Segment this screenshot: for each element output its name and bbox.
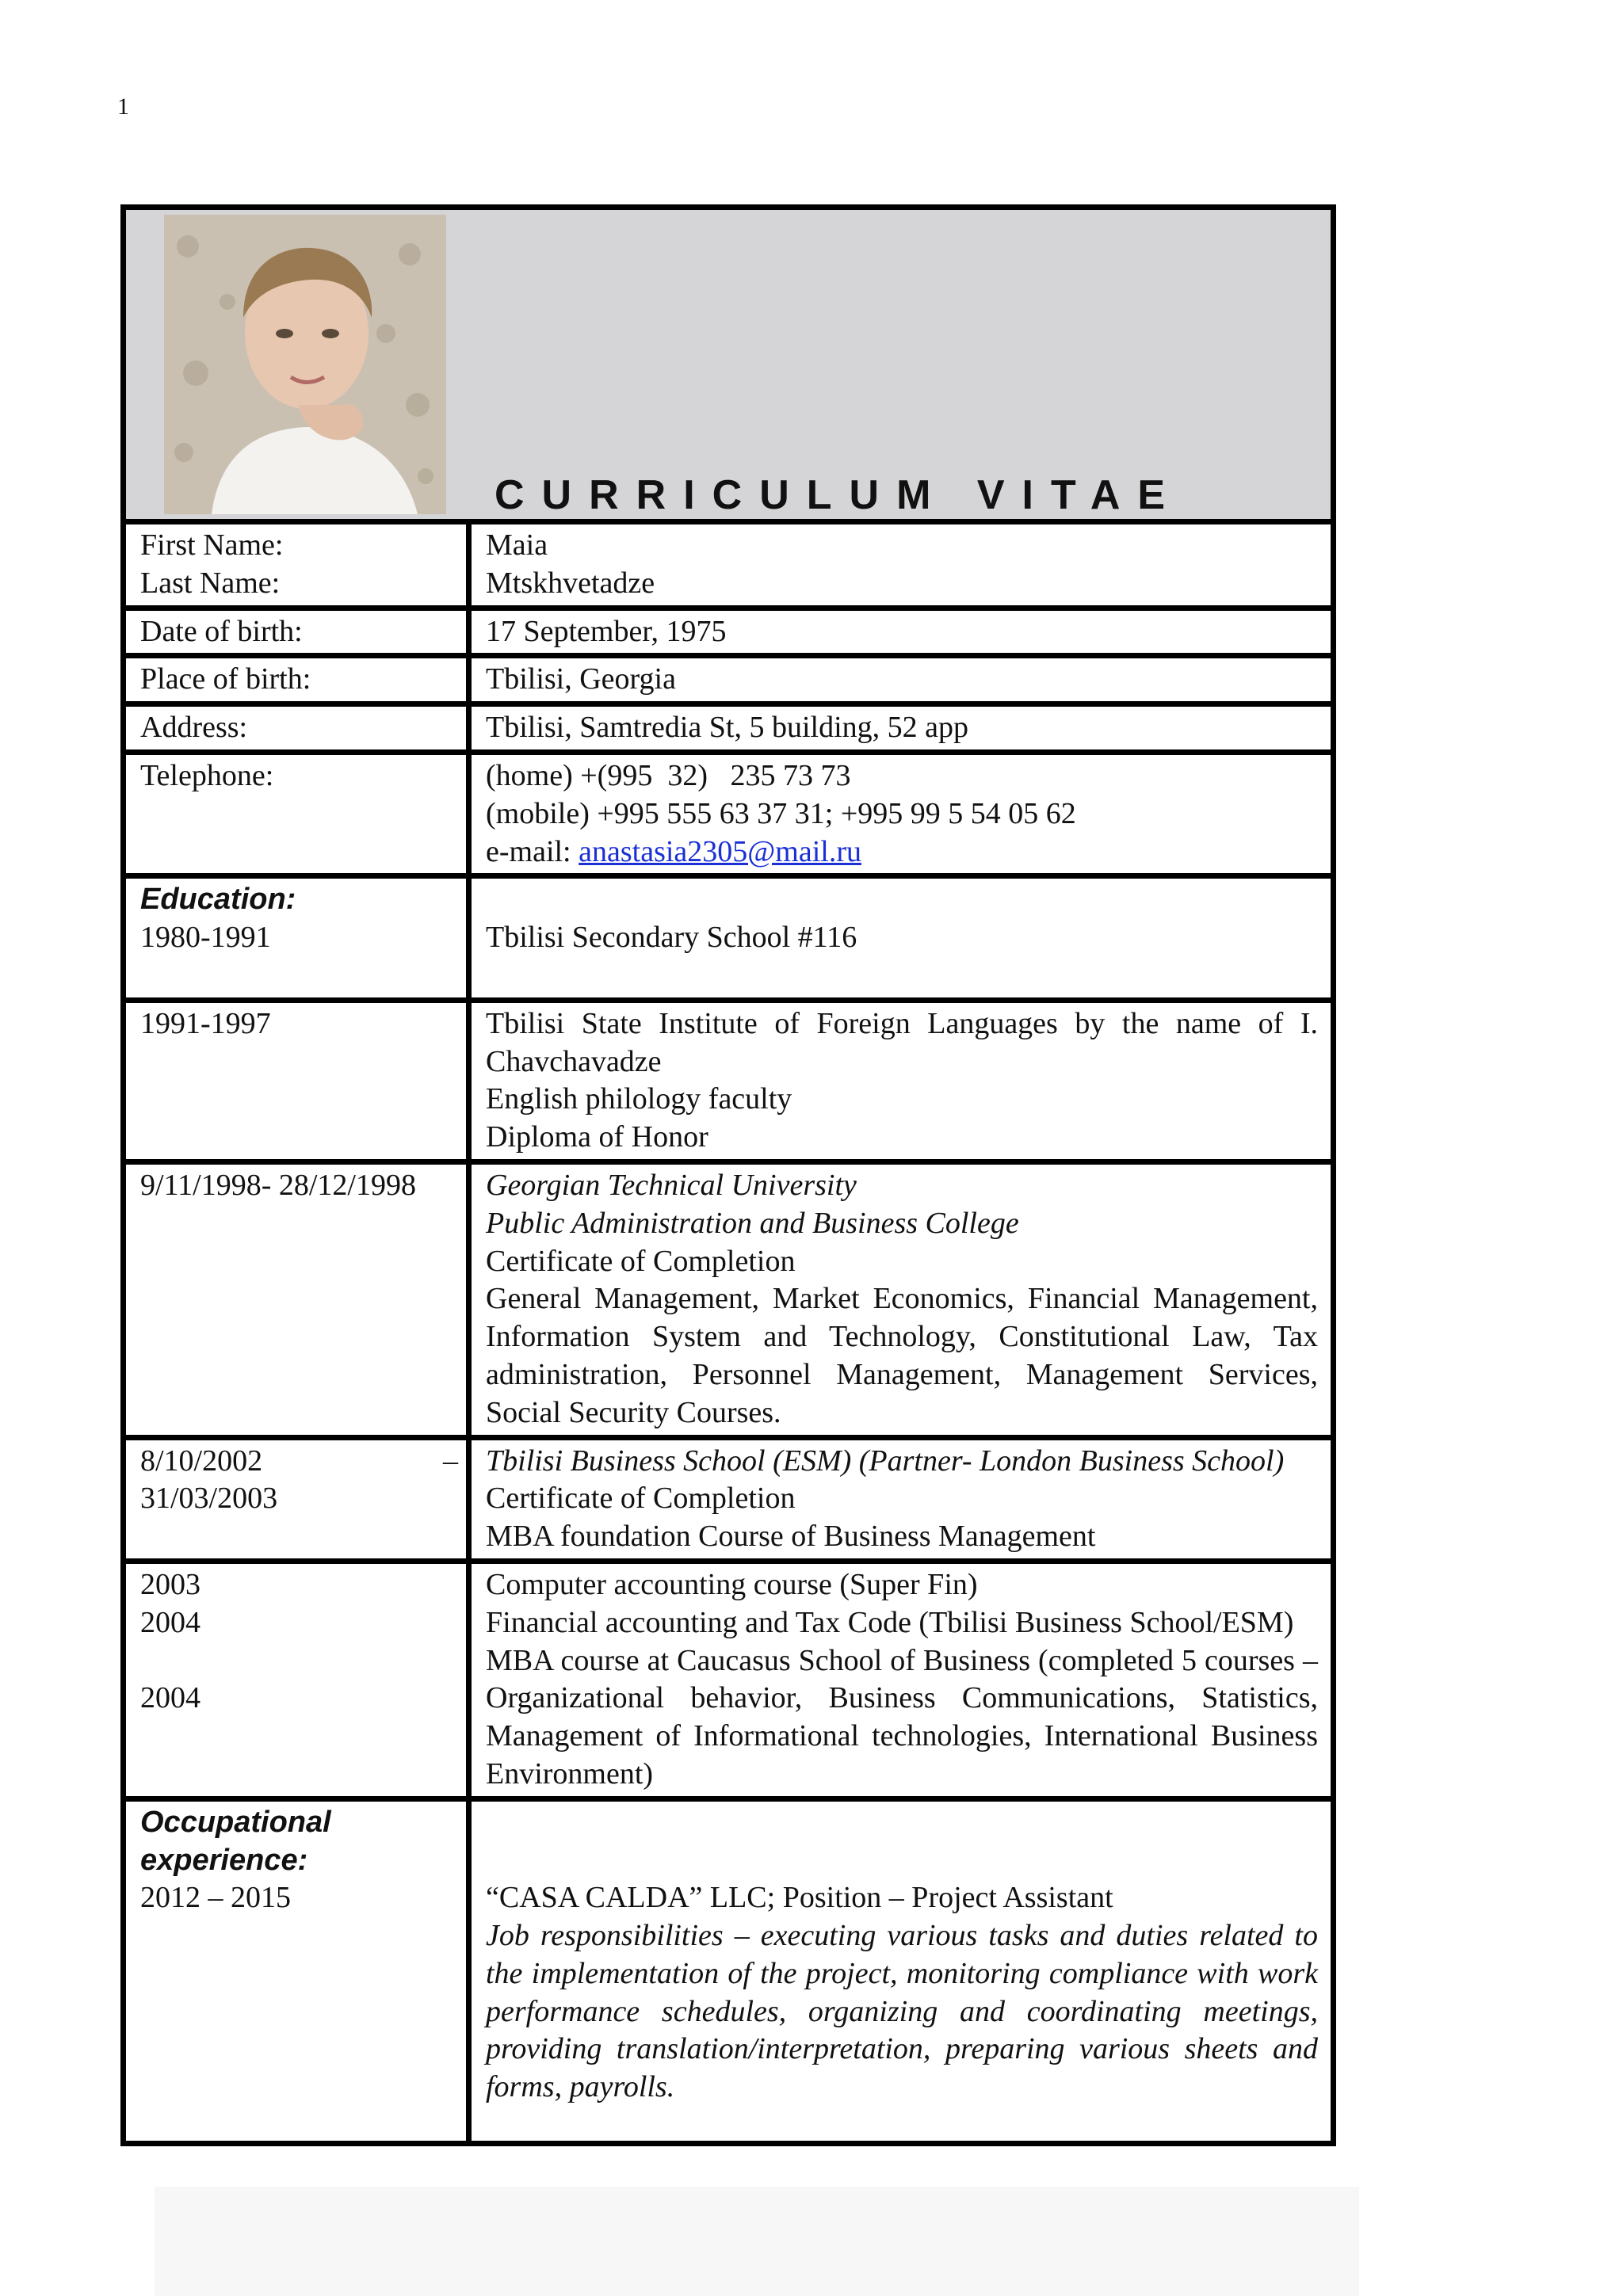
- edu-date: 2004: [140, 1681, 200, 1715]
- edu-line: Public Administration and Business College: [486, 1206, 1019, 1240]
- pob-row: [126, 658, 1331, 707]
- cv-title: CURRICULUM VITAE: [495, 472, 1183, 518]
- name-row: [126, 524, 1331, 611]
- occupation-heading: Occupational experience:: [140, 1805, 331, 1877]
- edu-line: Tbilisi Secondary School #116: [486, 921, 857, 955]
- edu-date: 31/03/2003: [140, 1482, 278, 1516]
- occupation-row: [126, 1802, 1331, 2141]
- occupation-date: 2012 – 2015: [140, 1881, 291, 1915]
- occupation-duties: Job responsibilities – executing various tasks and duties related to the implementation of the project, monitoring compliance with work performance schedules, organizing and coordinating meetings, providing translation/interpretation, preparing various sheets and forms, payrolls.: [486, 1919, 1318, 2104]
- edu-date: 1980-1991: [140, 921, 271, 955]
- first-name-label: First Name:: [140, 528, 284, 562]
- edu-line: Computer accounting course (Super Fin): [486, 1567, 978, 1601]
- edu-date-dash: –: [443, 1444, 458, 1478]
- dob-label: Date of birth:: [140, 614, 303, 648]
- edu-line: Certificate of Completion: [486, 1244, 796, 1278]
- telephone-label: Telephone:: [140, 758, 274, 792]
- edu-line: General Management, Market Economics, Financial Management, Information System and Technology, Constitutional Law, Tax administration, Personnel Management, Management Services, Social Security Courses.: [486, 1282, 1318, 1429]
- phone-home: (home) +(995 32) 235 73 73: [486, 758, 851, 792]
- education-heading: Education:: [140, 883, 296, 917]
- pob-value: Tbilisi, Georgia: [486, 662, 676, 696]
- cv-header: [126, 210, 1331, 524]
- pob-label: Place of birth:: [140, 662, 311, 696]
- edu-date: 1991-1997: [140, 1006, 271, 1040]
- education-row-1: [126, 879, 1331, 1002]
- edu-line: Certificate of Completion: [486, 1482, 796, 1516]
- email-label: e-mail:: [486, 834, 579, 868]
- edu-line: Tbilisi Business School (ESM) (Partner- London Business School): [486, 1444, 1285, 1478]
- dob-row: [126, 611, 1331, 659]
- education-row-2: [126, 1003, 1331, 1165]
- education-row-4: [126, 1440, 1331, 1564]
- phone-mobile: (mobile) +995 555 63 37 31; +995 99 5 54 05 62: [486, 796, 1076, 830]
- cv-table: [120, 204, 1336, 2146]
- telephone-row: [126, 755, 1331, 879]
- education-row-3: [126, 1165, 1331, 1440]
- edu-line: MBA foundation Course of Business Management: [486, 1520, 1096, 1554]
- first-name-value: Maia: [486, 528, 548, 562]
- address-row: [126, 707, 1331, 755]
- education-row-5: [126, 1564, 1331, 1802]
- last-name-value: Mtskhvetadze: [486, 566, 655, 600]
- edu-date: 9/11/1998- 28/12/1998: [140, 1168, 416, 1202]
- edu-line: Diploma of Honor: [486, 1120, 708, 1154]
- edu-date: 8/10/2002: [140, 1444, 263, 1478]
- last-name-label: Last Name:: [140, 566, 281, 600]
- address-label: Address:: [140, 711, 248, 745]
- edu-date: 2003: [140, 1567, 200, 1601]
- page-number: 1: [117, 93, 129, 120]
- email-link[interactable]: anastasia2305@mail.ru: [579, 834, 861, 868]
- edu-line: Georgian Technical University: [486, 1168, 857, 1202]
- page-bottom-shade: [155, 2187, 1359, 2296]
- edu-line: Financial accounting and Tax Code (Tbilisi Business School/ESM): [486, 1605, 1294, 1639]
- edu-line: Tbilisi State Institute of Foreign Languages by the name of I. Chavchavadze: [486, 1006, 1318, 1078]
- edu-line: MBA course at Caucasus School of Business (completed 5 courses – Organizational behavior, Business Communications, Statistics, Management of Informational technologies, International Business Environment): [486, 1643, 1318, 1791]
- occupation-position: “CASA CALDA” LLC; Position – Project Assistant: [486, 1881, 1113, 1915]
- edu-line: English philology faculty: [486, 1082, 792, 1116]
- edu-date: 2004: [140, 1605, 200, 1639]
- address-value: Tbilisi, Samtredia St, 5 building, 52 app: [486, 711, 969, 745]
- dob-value: 17 September, 1975: [486, 614, 727, 648]
- profile-photo: [164, 215, 446, 514]
